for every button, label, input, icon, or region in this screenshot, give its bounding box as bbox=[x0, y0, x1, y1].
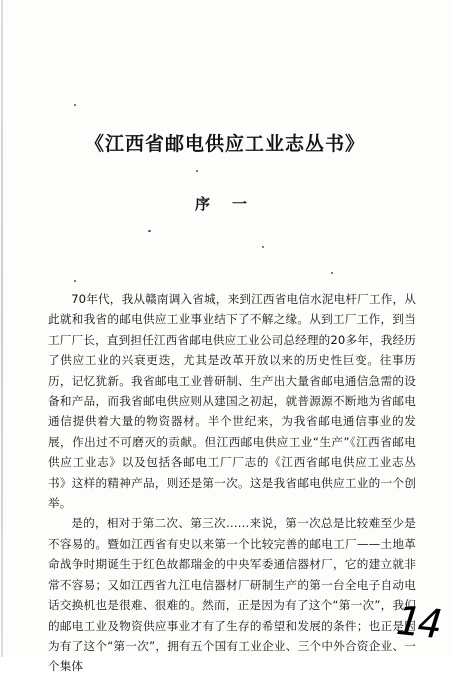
scan-speck bbox=[74, 104, 76, 106]
preface-heading: 序一 bbox=[194, 195, 269, 213]
scan-speck bbox=[74, 280, 76, 282]
book-series-title: 《江西省邮电供应工业志丛书》 bbox=[84, 133, 365, 155]
paragraph: 70年代，我从赣南调入省城，来到江西省电信水泥电杆厂工作，从此就和我省的邮电供应工业事业结下了不解之缘。从到工厂工作，到当工厂厂长，直到担任江西省邮电供应工业公司总经理的20多年，我经历了供应工业的兴衰更迭，尤其是改革开放以来的历史性巨变。往事历历，记忆犹新。我省邮电工业普研制、生产出大量省邮电通信急需的设备和产品，而我省邮电供应则从建国之初起，就普源源不断地为省邮电通信提供着大量的物资器材。半个世纪来，为我省邮电通信事业的发展，作出过不可磨灭的贡献。但江西邮电供应工业“生产”《江西省邮电供应工业志》以及包括各邮电工厂厂志的《江西省邮电供应工业志丛书》这样的精神产品，则还是第一次。这是我省邮电供应工业的一个创举。 bbox=[48, 292, 416, 511]
scan-edge bbox=[1, 0, 3, 657]
handwritten-page-number: 14 bbox=[393, 597, 443, 649]
scan-speck bbox=[331, 272, 333, 274]
scan-speck bbox=[196, 170, 198, 172]
scan-speck bbox=[262, 246, 264, 248]
preface-body bbox=[48, 289, 416, 677]
paragraph: 是的，相对于第二次、第三次……来说，第一次总是比较难至少是不容易的。暨如江西省有史以来第一个比较完善的邮电工厂——土地革命战争时期诞生于红色故都瑞金的中央军委通信器材厂，它的建立就非常不容易；又如江西省九江电信器材厂研制生产的第一台全电子自动电话交换机也是很难、很难的。然而，正是因为有了这个“第一次”，我们的邮电工业及物资供应事业才有了生存的希望和发展的条件；也正是因为有了这个“第一次”，拥有五个国有工业企业、三个中外合资企业、一个集体 bbox=[48, 516, 416, 674]
scan-speck bbox=[148, 230, 151, 232]
